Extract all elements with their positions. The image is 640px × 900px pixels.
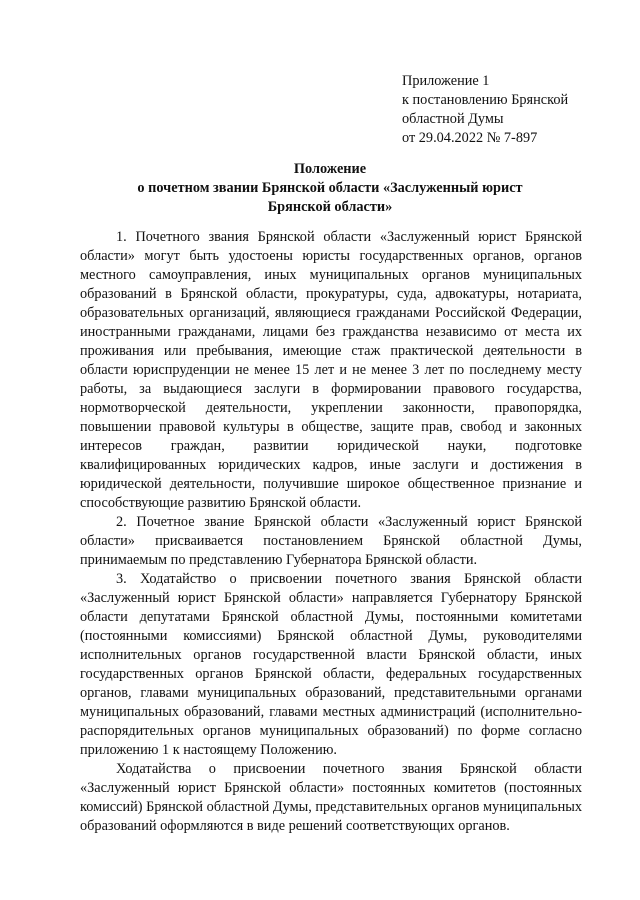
title-line-2: о почетном звании Брянской области «Заслуженный юрист [137, 180, 523, 196]
paragraph-1: 1. Почетного звания Брянской области «Заслуженный юрист Брянской области» могут быть удостоены юристы государственных органов, органов местного самоуправления, иных муниципальных органов муниципальных образований в Брянской области, прокуратуры, суда, адвокатуры, нотариата, образовательных организаций, являющиеся гражданами Российской Федерации, иностранными гражданами, лицами без гражданства независимо от места их проживания или пребывания, имеющие стаж практической деятельности в области юриспруденции не менее 15 лет и не менее 3 лет по последнему месту работы, за выдающиеся заслуги в формировании правового государства, нормотворческой деятельности, укреплении законности, правопорядка, повышении правовой культуры в обществе, защите прав, свобод и законных интересов граждан, развитии юридической науки, подготовке квалифицированных юридических кадров, иные заслуги и достижения в юридической деятельности, получившие широкое общественное признание и способствующие развитию Брянской области. [80, 229, 582, 511]
appendix-line-3: областной Думы [402, 111, 504, 127]
document-page [80, 0, 580, 900]
appendix-line-2: к постановлению Брянской [402, 92, 569, 108]
appendix-line-1: Приложение 1 [402, 73, 490, 89]
document-body [80, 228, 582, 836]
appendix-line-4: от 29.04.2022 № 7-897 [402, 130, 538, 146]
paragraph-4: Ходатайства о присвоении почетного звания Брянской области «Заслуженный юрист Брянской области» постоянных комитетов (постоянных комиссий) Брянской областной Думы, представительных органов муниципальных образований оформляются в виде решений соответствующих органов. [80, 761, 582, 834]
title-line-1: Положение [293, 161, 367, 177]
appendix-header [402, 72, 602, 148]
document-title [80, 160, 580, 217]
paragraph-3: 3. Ходатайство о присвоении почетного звания Брянской области «Заслуженный юрист Брянской области» направляется Губернатору Брянской области депутатами Брянской областной Думы, постоянными комитетами (постоянными комиссиями) Брянской областной Думы, руководителями исполнительных органов государственной власти Брянской области, иных государственных органов Брянской области, федеральных государственных органов, главами муниципальных образований, представительными органами муниципальных образований, главами местных администраций (исполнительно-распорядительных органов муниципальных образований) по форме согласно приложению 1 к настоящему Положению. [80, 571, 582, 758]
paragraph-2: 2. Почетное звание Брянской области «Заслуженный юрист Брянской области» присваивается постановлением Брянской областной Думы, принимаемым по представлению Губернатора Брянской области. [80, 514, 582, 568]
title-line-3: Брянской области» [267, 199, 393, 215]
